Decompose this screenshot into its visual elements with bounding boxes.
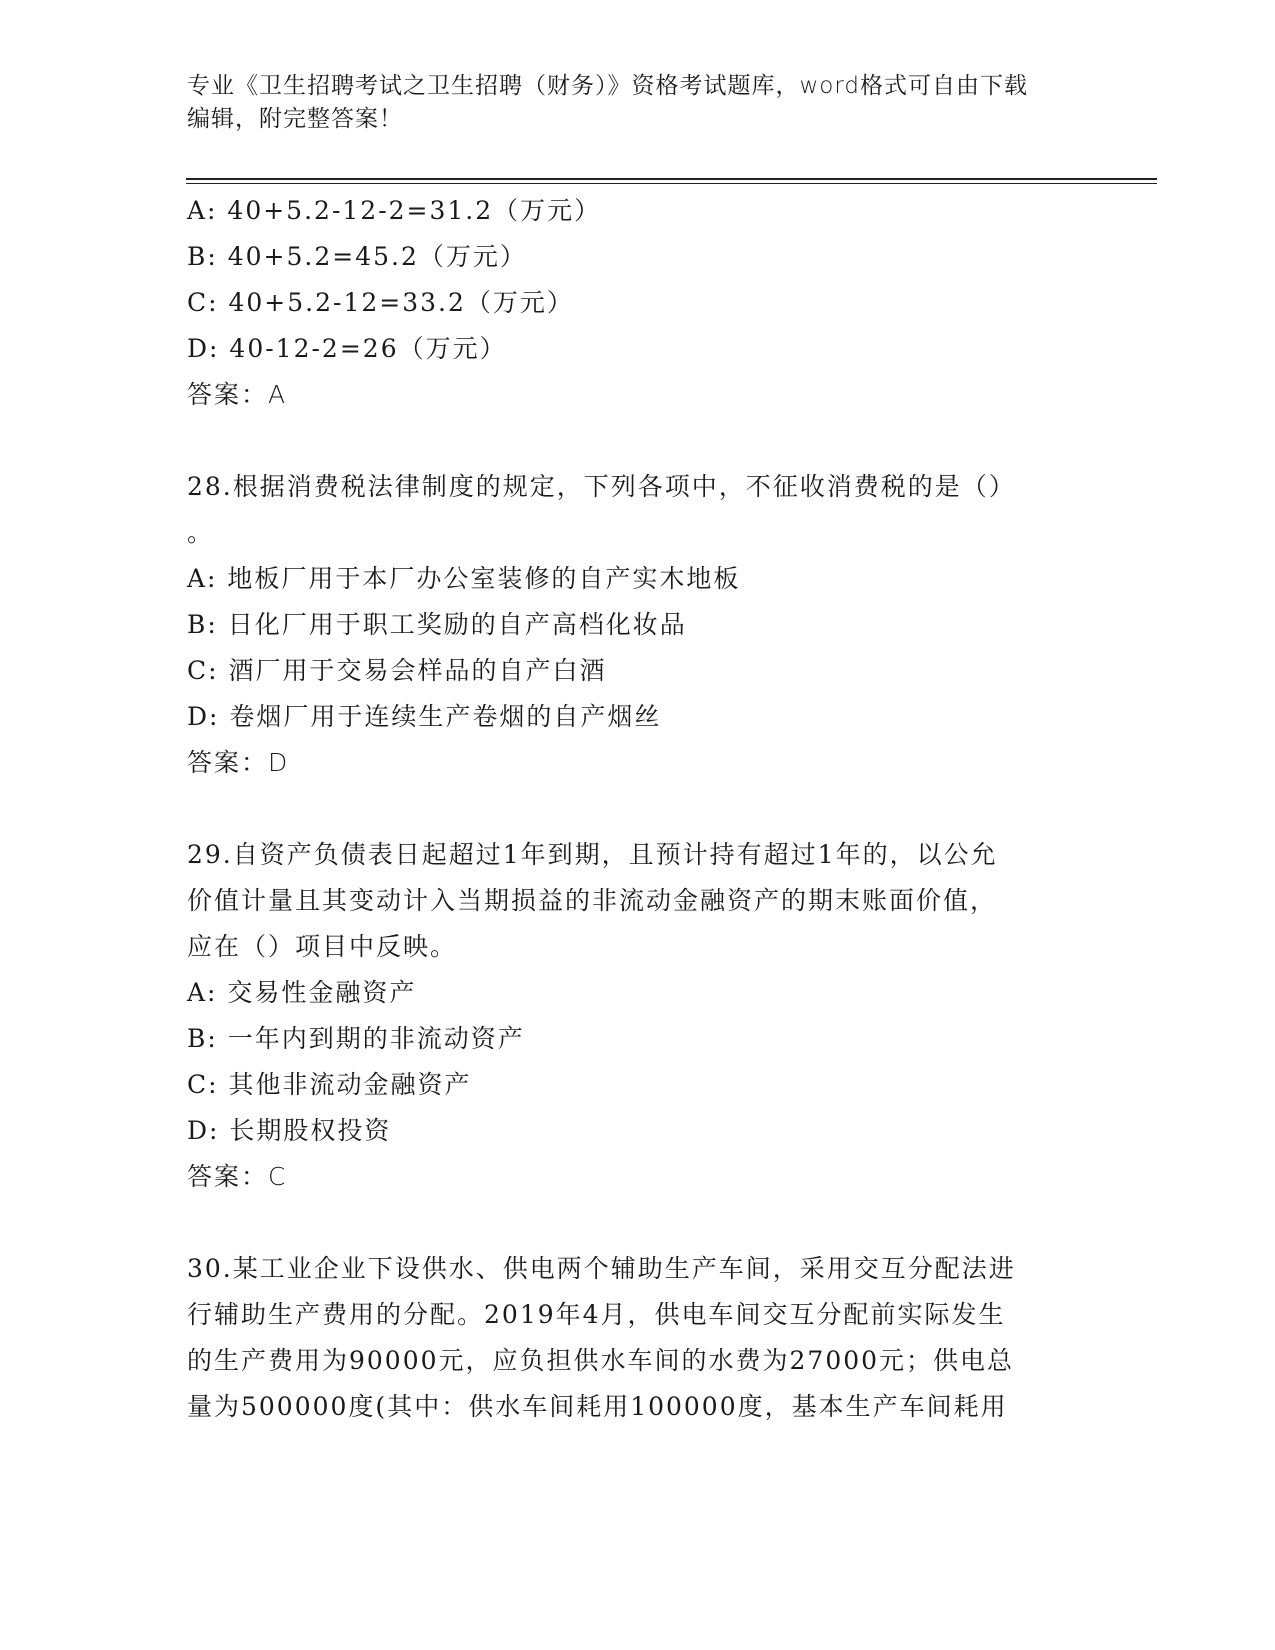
- header-divider-thin: [186, 183, 1157, 184]
- option-c: C: 40+5.2-12=33.2（万元）: [187, 288, 574, 317]
- option-a: A: 交易性金融资产: [187, 978, 417, 1007]
- option-d: D: 长期股权投资: [187, 1116, 392, 1145]
- option-d: D: 40-12-2=26（万元）: [187, 334, 507, 363]
- stem-line: 量为500000度(其中：供水车间耗用100000度，基本生产车间耗用: [187, 1392, 1008, 1421]
- header-divider-thick: [186, 178, 1157, 180]
- option-c: C: 酒厂用于交易会样品的自产白酒: [187, 656, 607, 685]
- header-line-1: 专业《卫生招聘考试之卫生招聘（财务）》资格考试题库，word格式可自由下载: [187, 73, 1029, 99]
- stem-line: 28.根据消费税法律制度的规定，下列各项中，不征收消费税的是（）: [187, 472, 1016, 501]
- spacer: [187, 1200, 1087, 1246]
- stem-line: 30.某工业企业下设供水、供电两个辅助生产车间，采用交互分配法进: [187, 1254, 1016, 1283]
- stem-line: 价值计量且其变动计入当期损益的非流动金融资产的期末账面价值，: [187, 886, 998, 915]
- question-30-stem: [187, 1246, 1087, 1430]
- question-27-answer: 答案：A: [187, 380, 288, 409]
- stem-line: 的生产费用为90000元，应负担供水车间的水费为27000元；供电总: [187, 1346, 1015, 1375]
- option-b: B: 日化厂用于职工奖励的自产高档化妆品: [187, 610, 687, 639]
- option-b: B: 40+5.2=45.2（万元）: [187, 242, 527, 271]
- stem-line: 应在（）项目中反映。: [187, 932, 458, 961]
- question-28-stem: [187, 464, 1087, 556]
- question-29-options: [187, 970, 1087, 1154]
- question-27-options: [187, 188, 1087, 372]
- question-28-options: [187, 556, 1087, 740]
- question-28-answer: 答案：D: [187, 748, 290, 777]
- header-line-2: 编辑，附完整答案！: [187, 106, 403, 132]
- option-b: B: 一年内到期的非流动资产: [187, 1024, 525, 1053]
- question-list: [187, 188, 1087, 1430]
- option-c: C: 其他非流动金融资产: [187, 1070, 472, 1099]
- stem-line: 。: [187, 518, 215, 547]
- option-a: A: 40+5.2-12-2=31.2（万元）: [187, 196, 602, 225]
- option-a: A: 地板厂用于本厂办公室装修的自产实木地板: [187, 564, 741, 593]
- question-29-stem: [187, 832, 1087, 970]
- option-d: D: 卷烟厂用于连续生产卷烟的自产烟丝: [187, 702, 662, 731]
- question-29-answer: 答案：C: [187, 1162, 288, 1191]
- document-header: [187, 70, 1087, 136]
- stem-line: 29.自资产负债表日起超过1年到期，且预计持有超过1年的，以公允: [187, 840, 998, 869]
- spacer: [187, 418, 1087, 464]
- spacer: [187, 786, 1087, 832]
- stem-line: 行辅助生产费用的分配。2019年4月，供电车间交互分配前实际发生: [187, 1300, 1006, 1329]
